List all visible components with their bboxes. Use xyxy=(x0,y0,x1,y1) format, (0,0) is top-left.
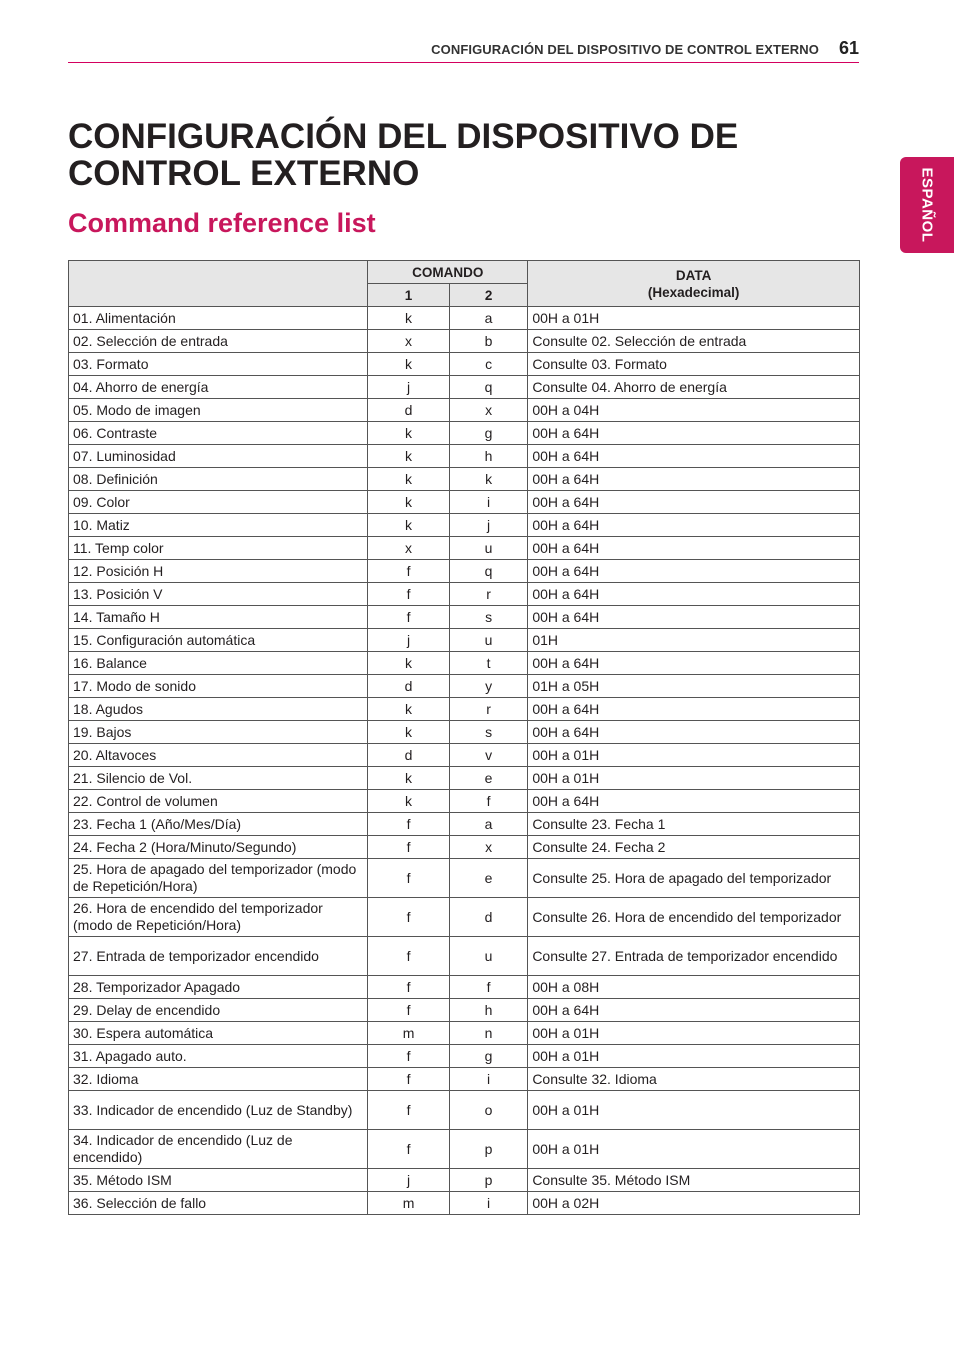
cell-command-2: h xyxy=(449,999,527,1022)
table-row xyxy=(69,744,860,767)
cell-command-2: f xyxy=(449,976,527,999)
table-row xyxy=(69,1169,860,1192)
cell-function-name: 31. Apagado auto. xyxy=(69,1045,368,1068)
table-row xyxy=(69,422,860,445)
table-row xyxy=(69,898,860,937)
cell-function-name: 28. Temporizador Apagado xyxy=(69,976,368,999)
cell-data-value: 00H a 01H xyxy=(528,307,860,330)
cell-function-name: 14. Tamaño H xyxy=(69,606,368,629)
cell-data-value: Consulte 04. Ahorro de energía xyxy=(528,376,860,399)
cell-data-value: 00H a 64H xyxy=(528,491,860,514)
cell-function-name: 26. Hora de encendido del temporizador (modo de Repetición/Hora) xyxy=(69,898,368,937)
table-row xyxy=(69,999,860,1022)
cell-command-1: k xyxy=(368,307,450,330)
cell-command-2: i xyxy=(449,491,527,514)
cell-function-name: 05. Modo de imagen xyxy=(69,399,368,422)
cell-data-value: 00H a 01H xyxy=(528,767,860,790)
command-reference-table xyxy=(68,260,860,1215)
table-row xyxy=(69,353,860,376)
cell-data-value: Consulte 24. Fecha 2 xyxy=(528,836,860,859)
table-row xyxy=(69,560,860,583)
cell-data-value: Consulte 02. Selección de entrada xyxy=(528,330,860,353)
cell-function-name: 07. Luminosidad xyxy=(69,445,368,468)
cell-command-1: k xyxy=(368,514,450,537)
cell-data-value: 01H a 05H xyxy=(528,675,860,698)
cell-function-name: 24. Fecha 2 (Hora/Minuto/Segundo) xyxy=(69,836,368,859)
header-blank-cell xyxy=(69,261,368,307)
table-row xyxy=(69,767,860,790)
table-row xyxy=(69,399,860,422)
cell-command-2: x xyxy=(449,836,527,859)
cell-function-name: 03. Formato xyxy=(69,353,368,376)
cell-data-value: 00H a 64H xyxy=(528,468,860,491)
cell-function-name: 23. Fecha 1 (Año/Mes/Día) xyxy=(69,813,368,836)
cell-command-2: g xyxy=(449,422,527,445)
cell-data-value: 00H a 64H xyxy=(528,721,860,744)
cell-function-name: 09. Color xyxy=(69,491,368,514)
cell-command-1: k xyxy=(368,767,450,790)
language-tab xyxy=(900,157,954,253)
cell-function-name: 01. Alimentación xyxy=(69,307,368,330)
table-row xyxy=(69,629,860,652)
cell-command-2: a xyxy=(449,813,527,836)
cell-command-1: f xyxy=(368,836,450,859)
table-row xyxy=(69,721,860,744)
cell-command-2: h xyxy=(449,445,527,468)
cell-data-value: 00H a 04H xyxy=(528,399,860,422)
running-title: CONFIGURACIÓN DEL DISPOSITIVO DE CONTROL EXTERNO xyxy=(431,42,819,57)
cell-command-2: c xyxy=(449,353,527,376)
table-row xyxy=(69,675,860,698)
cell-command-1: j xyxy=(368,376,450,399)
cell-data-value: 00H a 64H xyxy=(528,606,860,629)
cell-command-2: s xyxy=(449,606,527,629)
cell-data-value: 00H a 64H xyxy=(528,790,860,813)
cell-command-2: s xyxy=(449,721,527,744)
cell-function-name: 22. Control de volumen xyxy=(69,790,368,813)
cell-command-1: f xyxy=(368,859,450,898)
cell-command-2: y xyxy=(449,675,527,698)
table-row xyxy=(69,790,860,813)
cell-function-name: 29. Delay de encendido xyxy=(69,999,368,1022)
cell-data-value: Consulte 03. Formato xyxy=(528,353,860,376)
cell-function-name: 15. Configuración automática xyxy=(69,629,368,652)
cell-command-1: k xyxy=(368,353,450,376)
cell-data-value: 01H xyxy=(528,629,860,652)
cell-function-name: 30. Espera automática xyxy=(69,1022,368,1045)
cell-data-value: Consulte 32. Idioma xyxy=(528,1068,860,1091)
table-row xyxy=(69,376,860,399)
cell-command-1: f xyxy=(368,976,450,999)
cell-function-name: 10. Matiz xyxy=(69,514,368,537)
table-row xyxy=(69,514,860,537)
cell-data-value: 00H a 64H xyxy=(528,999,860,1022)
header-col-2: 2 xyxy=(449,284,527,307)
cell-command-1: f xyxy=(368,583,450,606)
cell-command-2: u xyxy=(449,537,527,560)
cell-data-value: 00H a 64H xyxy=(528,445,860,468)
cell-command-1: k xyxy=(368,652,450,675)
cell-function-name: 35. Método ISM xyxy=(69,1169,368,1192)
cell-data-value: 00H a 01H xyxy=(528,1022,860,1045)
table-row xyxy=(69,698,860,721)
cell-function-name: 18. Agudos xyxy=(69,698,368,721)
cell-command-2: q xyxy=(449,376,527,399)
cell-function-name: 06. Contraste xyxy=(69,422,368,445)
cell-command-1: f xyxy=(368,999,450,1022)
cell-command-1: f xyxy=(368,560,450,583)
cell-function-name: 21. Silencio de Vol. xyxy=(69,767,368,790)
section-title: Command reference list xyxy=(68,208,376,238)
cell-data-value: 00H a 08H xyxy=(528,976,860,999)
table-row xyxy=(69,307,860,330)
cell-command-2: x xyxy=(449,399,527,422)
table-row xyxy=(69,813,860,836)
cell-command-2: e xyxy=(449,859,527,898)
cell-command-1: f xyxy=(368,813,450,836)
cell-command-1: d xyxy=(368,675,450,698)
cell-function-name: 16. Balance xyxy=(69,652,368,675)
cell-command-1: f xyxy=(368,898,450,937)
cell-command-2: g xyxy=(449,1045,527,1068)
table-row xyxy=(69,330,860,353)
cell-data-value: 00H a 02H xyxy=(528,1192,860,1215)
cell-data-value: 00H a 64H xyxy=(528,698,860,721)
cell-command-1: k xyxy=(368,491,450,514)
cell-function-name: 33. Indicador de encendido (Luz de Standby) xyxy=(69,1091,368,1130)
cell-command-1: k xyxy=(368,721,450,744)
cell-command-2: a xyxy=(449,307,527,330)
cell-command-2: b xyxy=(449,330,527,353)
cell-function-name: 02. Selección de entrada xyxy=(69,330,368,353)
cell-data-value: 00H a 64H xyxy=(528,514,860,537)
cell-command-1: k xyxy=(368,790,450,813)
cell-function-name: 04. Ahorro de energía xyxy=(69,376,368,399)
cell-command-2: u xyxy=(449,629,527,652)
cell-data-value: 00H a 64H xyxy=(528,422,860,445)
cell-command-2: k xyxy=(449,468,527,491)
cell-command-1: k xyxy=(368,445,450,468)
cell-command-2: j xyxy=(449,514,527,537)
table-body xyxy=(69,307,860,1215)
table-row xyxy=(69,1022,860,1045)
cell-command-1: f xyxy=(368,1068,450,1091)
cell-function-name: 08. Definición xyxy=(69,468,368,491)
cell-command-1: x xyxy=(368,537,450,560)
table-row xyxy=(69,491,860,514)
cell-data-value: 00H a 64H xyxy=(528,537,860,560)
cell-command-1: f xyxy=(368,606,450,629)
cell-data-value: 00H a 01H xyxy=(528,744,860,767)
cell-data-value: Consulte 23. Fecha 1 xyxy=(528,813,860,836)
cell-function-name: 34. Indicador de encendido (Luz de encendido) xyxy=(69,1130,368,1169)
table-row xyxy=(69,1068,860,1091)
cell-command-2: q xyxy=(449,560,527,583)
cell-command-1: j xyxy=(368,1169,450,1192)
cell-command-1: d xyxy=(368,744,450,767)
cell-command-2: p xyxy=(449,1169,527,1192)
cell-command-2: i xyxy=(449,1068,527,1091)
cell-command-2: i xyxy=(449,1192,527,1215)
table-row xyxy=(69,445,860,468)
header-data xyxy=(528,261,860,307)
table-row xyxy=(69,937,860,976)
cell-data-value: Consulte 27. Entrada de temporizador encendido xyxy=(528,937,860,976)
cell-command-2: t xyxy=(449,652,527,675)
cell-command-2: n xyxy=(449,1022,527,1045)
cell-function-name: 19. Bajos xyxy=(69,721,368,744)
cell-function-name: 36. Selección de fallo xyxy=(69,1192,368,1215)
cell-command-2: d xyxy=(449,898,527,937)
table-row xyxy=(69,1045,860,1068)
cell-data-value: Consulte 35. Método ISM xyxy=(528,1169,860,1192)
cell-command-1: f xyxy=(368,1130,450,1169)
cell-command-1: j xyxy=(368,629,450,652)
table-row xyxy=(69,836,860,859)
cell-function-name: 11. Temp color xyxy=(69,537,368,560)
language-tab-label: ESPAÑOL xyxy=(918,167,936,243)
cell-command-2: r xyxy=(449,583,527,606)
cell-command-1: f xyxy=(368,937,450,976)
table-row xyxy=(69,537,860,560)
cell-command-1: f xyxy=(368,1045,450,1068)
cell-command-1: m xyxy=(368,1022,450,1045)
cell-command-1: d xyxy=(368,399,450,422)
cell-data-value: 00H a 64H xyxy=(528,560,860,583)
cell-command-1: k xyxy=(368,698,450,721)
cell-command-2: r xyxy=(449,698,527,721)
cell-command-2: v xyxy=(449,744,527,767)
table-row xyxy=(69,859,860,898)
table-row xyxy=(69,583,860,606)
cell-data-value: 00H a 64H xyxy=(528,583,860,606)
table-row xyxy=(69,468,860,491)
cell-function-name: 32. Idioma xyxy=(69,1068,368,1091)
cell-command-1: m xyxy=(368,1192,450,1215)
header-data-line1: DATA xyxy=(675,267,712,283)
cell-function-name: 17. Modo de sonido xyxy=(69,675,368,698)
cell-data-value: Consulte 25. Hora de apagado del temporizador xyxy=(528,859,860,898)
header-comando: COMANDO xyxy=(368,261,528,284)
cell-data-value: 00H a 01H xyxy=(528,1130,860,1169)
cell-command-2: f xyxy=(449,790,527,813)
running-header xyxy=(68,38,859,63)
table-row xyxy=(69,606,860,629)
cell-command-2: u xyxy=(449,937,527,976)
table-row xyxy=(69,1091,860,1130)
cell-data-value: 00H a 01H xyxy=(528,1045,860,1068)
cell-function-name: 25. Hora de apagado del temporizador (modo de Repetición/Hora) xyxy=(69,859,368,898)
cell-command-2: e xyxy=(449,767,527,790)
cell-function-name: 13. Posición V xyxy=(69,583,368,606)
cell-command-2: p xyxy=(449,1130,527,1169)
table-row xyxy=(69,1130,860,1169)
cell-function-name: 12. Posición H xyxy=(69,560,368,583)
cell-function-name: 27. Entrada de temporizador encendido xyxy=(69,937,368,976)
page-title: CONFIGURACIÓN DEL DISPOSITIVO DE CONTROL EXTERNO xyxy=(68,117,739,193)
cell-data-value: 00H a 01H xyxy=(528,1091,860,1130)
cell-command-1: k xyxy=(368,468,450,491)
table-row xyxy=(69,976,860,999)
cell-data-value: 00H a 64H xyxy=(528,652,860,675)
cell-command-2: o xyxy=(449,1091,527,1130)
cell-command-1: x xyxy=(368,330,450,353)
header-data-line2: (Hexadecimal) xyxy=(647,284,740,300)
cell-command-1: f xyxy=(368,1091,450,1130)
header-col-1: 1 xyxy=(368,284,450,307)
page-number: 61 xyxy=(838,38,859,58)
table-row xyxy=(69,1192,860,1215)
table-row xyxy=(69,652,860,675)
cell-command-1: k xyxy=(368,422,450,445)
cell-function-name: 20. Altavoces xyxy=(69,744,368,767)
cell-data-value: Consulte 26. Hora de encendido del temporizador xyxy=(528,898,860,937)
